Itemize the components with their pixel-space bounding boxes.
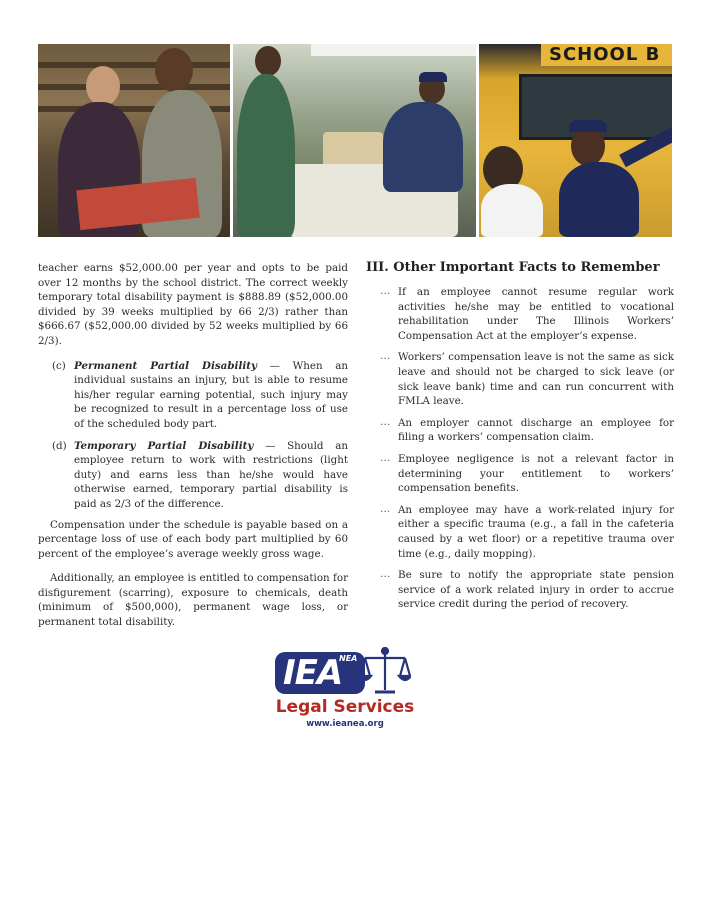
item-temporary-partial-disability	[38, 439, 348, 512]
list-item-text: An employer cannot discharge an employee for filing a workers’ compensation claim.	[398, 416, 674, 444]
photo-library-women	[38, 44, 230, 237]
intro-paragraph: teacher earns $52,000.00 per year and opts to be paid over 12 months by the school district. The correct weekly temporary total disability payment is $888.89 ($52,000.00 divided by 39 weeks multiplied by 66 2/3) rather than $666.67 ($52,000.00 divided by 52 weeks multiplied by 66 2/3).	[38, 262, 348, 347]
nea-wordmark: NEA	[339, 654, 358, 663]
ellipsis-bullet: …	[380, 568, 391, 581]
list-item	[366, 285, 674, 343]
website-url: www.ieanea.org	[306, 719, 384, 729]
compensation-paragraph: Compensation under the schedule is payable based on a percentage loss of use of each body part multiplied by 60 percent of the employee’s average weekly gross wage.	[38, 518, 348, 560]
list-item-text: Workers’ compensation leave is not the same as sick leave and should not be charged to sick leave (or sick leave bank) time and can run concurrent with FMLA leave.	[398, 351, 674, 408]
list-item-text: An employee may have a work-related injury for either a specific trauma (e.g., a fall in the cafeteria caused by a wet floor) or a repetitive trauma over time (e.g., daily mopping).	[398, 503, 674, 560]
list-item	[366, 350, 674, 408]
section-title: III. Other Important Facts to Remember	[366, 260, 660, 275]
list-item-text: If an employee cannot resume regular work activities he/she may be entitled to vocational rehabilitation under The Illinois Workers’ Compensation Act at the employer’s expense.	[398, 286, 674, 342]
additional-compensation-paragraph: Additionally, an employee is entitled to compensation for disfigurement (scarring), exposure to chemicals, death (minimum of $500,000), permanent wage loss, or permanent total disability.	[38, 572, 348, 629]
bus-sign: SCHOOL B	[541, 44, 672, 66]
item-text: — When an individual sustains an injury, but is able to resume his/her regular earning potential, such injury may be recognized to result in a percentage loss of use of the scheduled body part.	[74, 359, 349, 430]
list-item-text: Be sure to notify the appropriate state pension service of a work related injury in order to accrue service credit during the period of recovery.	[398, 569, 674, 611]
left-column	[38, 261, 348, 630]
item-mark: (c)	[52, 359, 66, 372]
list-item	[366, 416, 674, 445]
ellipsis-bullet: …	[380, 451, 391, 464]
item-text: — Should an employee return to work with restrictions (light duty) and earns less than he/she would have otherwise earned, temporary partial disability is paid as 2/3 of the difference.	[74, 439, 349, 510]
photo-golf-cart-workers	[233, 44, 476, 237]
item-permanent-partial-disability	[38, 359, 348, 432]
item-term: Permanent Partial Disability	[74, 359, 258, 372]
legal-services-label: Legal Services	[275, 697, 415, 717]
item-term: Temporary Partial Disability	[74, 439, 254, 452]
photo-school-bus-workers	[479, 44, 672, 237]
list-item	[366, 568, 674, 612]
photo-strip	[38, 44, 672, 237]
scales-of-justice-icon	[359, 646, 411, 696]
facts-list	[366, 285, 674, 612]
iea-legal-services-logo	[275, 646, 415, 736]
ellipsis-bullet: …	[380, 415, 391, 428]
ellipsis-bullet: …	[380, 502, 391, 515]
list-item	[366, 503, 674, 561]
right-column	[366, 259, 674, 619]
list-item	[366, 452, 674, 496]
ellipsis-bullet: …	[380, 285, 391, 297]
iea-wordmark: IEA	[275, 652, 365, 694]
list-item-text: Employee negligence is not a relevant factor in determining your entitlement to workers’ compensation benefits.	[398, 452, 674, 495]
item-mark: (d)	[52, 439, 67, 452]
ellipsis-bullet: …	[380, 350, 391, 363]
